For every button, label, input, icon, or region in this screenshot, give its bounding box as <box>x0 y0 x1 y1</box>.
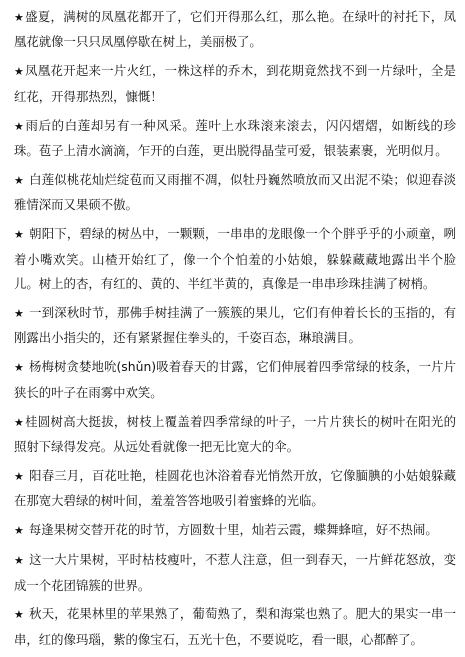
star-bullet-icon: ★ <box>14 361 24 375</box>
paragraph-text: 杨梅树贪婪地吮(shǔn)吸着春天的甘露，它们伸展着四季常绿的枝条，一片片狭长的叶子在雨雾中欢笑。 <box>14 359 456 400</box>
star-bullet-icon: ★ <box>14 415 25 429</box>
star-bullet-icon: ★ <box>14 173 25 187</box>
paragraph-text: 这一大片果树，平时枯枝瘦叶，不惹人注意，但一到春天，一片鲜花怒放，变成一个花团锦簇的世界。 <box>14 552 456 593</box>
paragraph-7 <box>14 355 456 405</box>
paragraph-11 <box>14 548 456 598</box>
paragraph-1 <box>14 5 456 55</box>
paragraph-9 <box>14 464 456 514</box>
star-bullet-icon: ★ <box>14 119 25 133</box>
star-bullet-icon: ★ <box>14 554 25 568</box>
paragraph-text: 白莲似桃花灿烂绽苞而又雨摧不凋，似牡丹巍然喷放而又出泥不染；似迎春淡雅情深而又果硕不傲。 <box>14 171 456 213</box>
paragraph-6 <box>14 301 456 351</box>
document-body <box>14 5 456 657</box>
star-bullet-icon: ★ <box>14 469 25 483</box>
paragraph-3 <box>14 114 456 164</box>
star-bullet-icon: ★ <box>14 524 24 538</box>
paragraph-4 <box>14 168 456 218</box>
paragraph-8 <box>14 410 456 460</box>
star-bullet-icon: ★ <box>14 11 25 24</box>
paragraph-text: 一到深秋时节，那佛手树挂满了一簇簇的果儿，它们有伸着长长的玉指的，有刚露出小指尖的，还有紧紧握住拳头的，千姿百态，琳琅满目。 <box>14 304 456 346</box>
paragraph-text: 朝阳下，碧绿的树丛中，一颗颗，一串串的龙眼像一个个胖乎乎的小顽童，咧着小嘴欢笑。山楂开始红了，像一个个怕羞的小姑娘，躲躲藏藏地露出半个脸儿。树上的杏，有红的、黄的、半红半黄的，真像是一串串珍珠挂满了树梢。 <box>14 226 456 292</box>
paragraph-2 <box>14 59 456 109</box>
paragraph-text: 每逢果树交替开花的时节，方圆数十里，灿若云霞，蝶舞蜂喧，好不热闹。 <box>24 522 438 538</box>
star-bullet-icon: ★ <box>14 306 25 320</box>
paragraph-text: 桂圆树高大挺拔，树枝上覆盖着四季常绿的叶子，一片片狭长的树叶在阳光的照射下绿得发亮。从远处看就像一把无比宽大的伞。 <box>14 413 456 454</box>
paragraph-12 <box>14 602 456 652</box>
paragraph-text: 阳春三月，百花吐艳，桂圆花也沐浴着春光悄然开放，它像腼腆的小姑娘躲藏在那宽大碧绿的树叶间，羞羞答答地吸引着蜜蜂的光临。 <box>14 467 456 509</box>
star-bullet-icon: ★ <box>14 608 25 622</box>
star-bullet-icon: ★ <box>14 65 25 79</box>
paragraph-text: 凤凰花开起来一片火红，一株这样的乔木，到花期竟然找不到一片绿叶，全是红花，开得那热烈，慷慨！ <box>14 63 456 104</box>
paragraph-text: 盛夏，满树的凤凰花都开了，它们开得那么红，那么艳。在绿叶的衬托下，凤凰花就像一只只凤凰停歇在树上，美丽极了。 <box>14 9 456 50</box>
paragraph-10 <box>14 518 456 543</box>
paragraph-text: 秋天，花果林里的苹果熟了，葡萄熟了，梨和海棠也熟了。肥大的果实一串一串，红的像玛瑙，紫的像宝石，五光十色，不要说吃，看一眼，心都醉了。 <box>14 606 456 647</box>
paragraph-5 <box>14 222 456 296</box>
star-bullet-icon: ★ <box>14 228 25 242</box>
paragraph-text: 雨后的白莲却另有一种风采。莲叶上水珠滚来滚去，闪闪熠熠，如断线的珍珠。苞子上清水滴滴，乍开的白莲，更出脱得晶莹可爱，银装素裹，光明似月。 <box>14 117 456 159</box>
